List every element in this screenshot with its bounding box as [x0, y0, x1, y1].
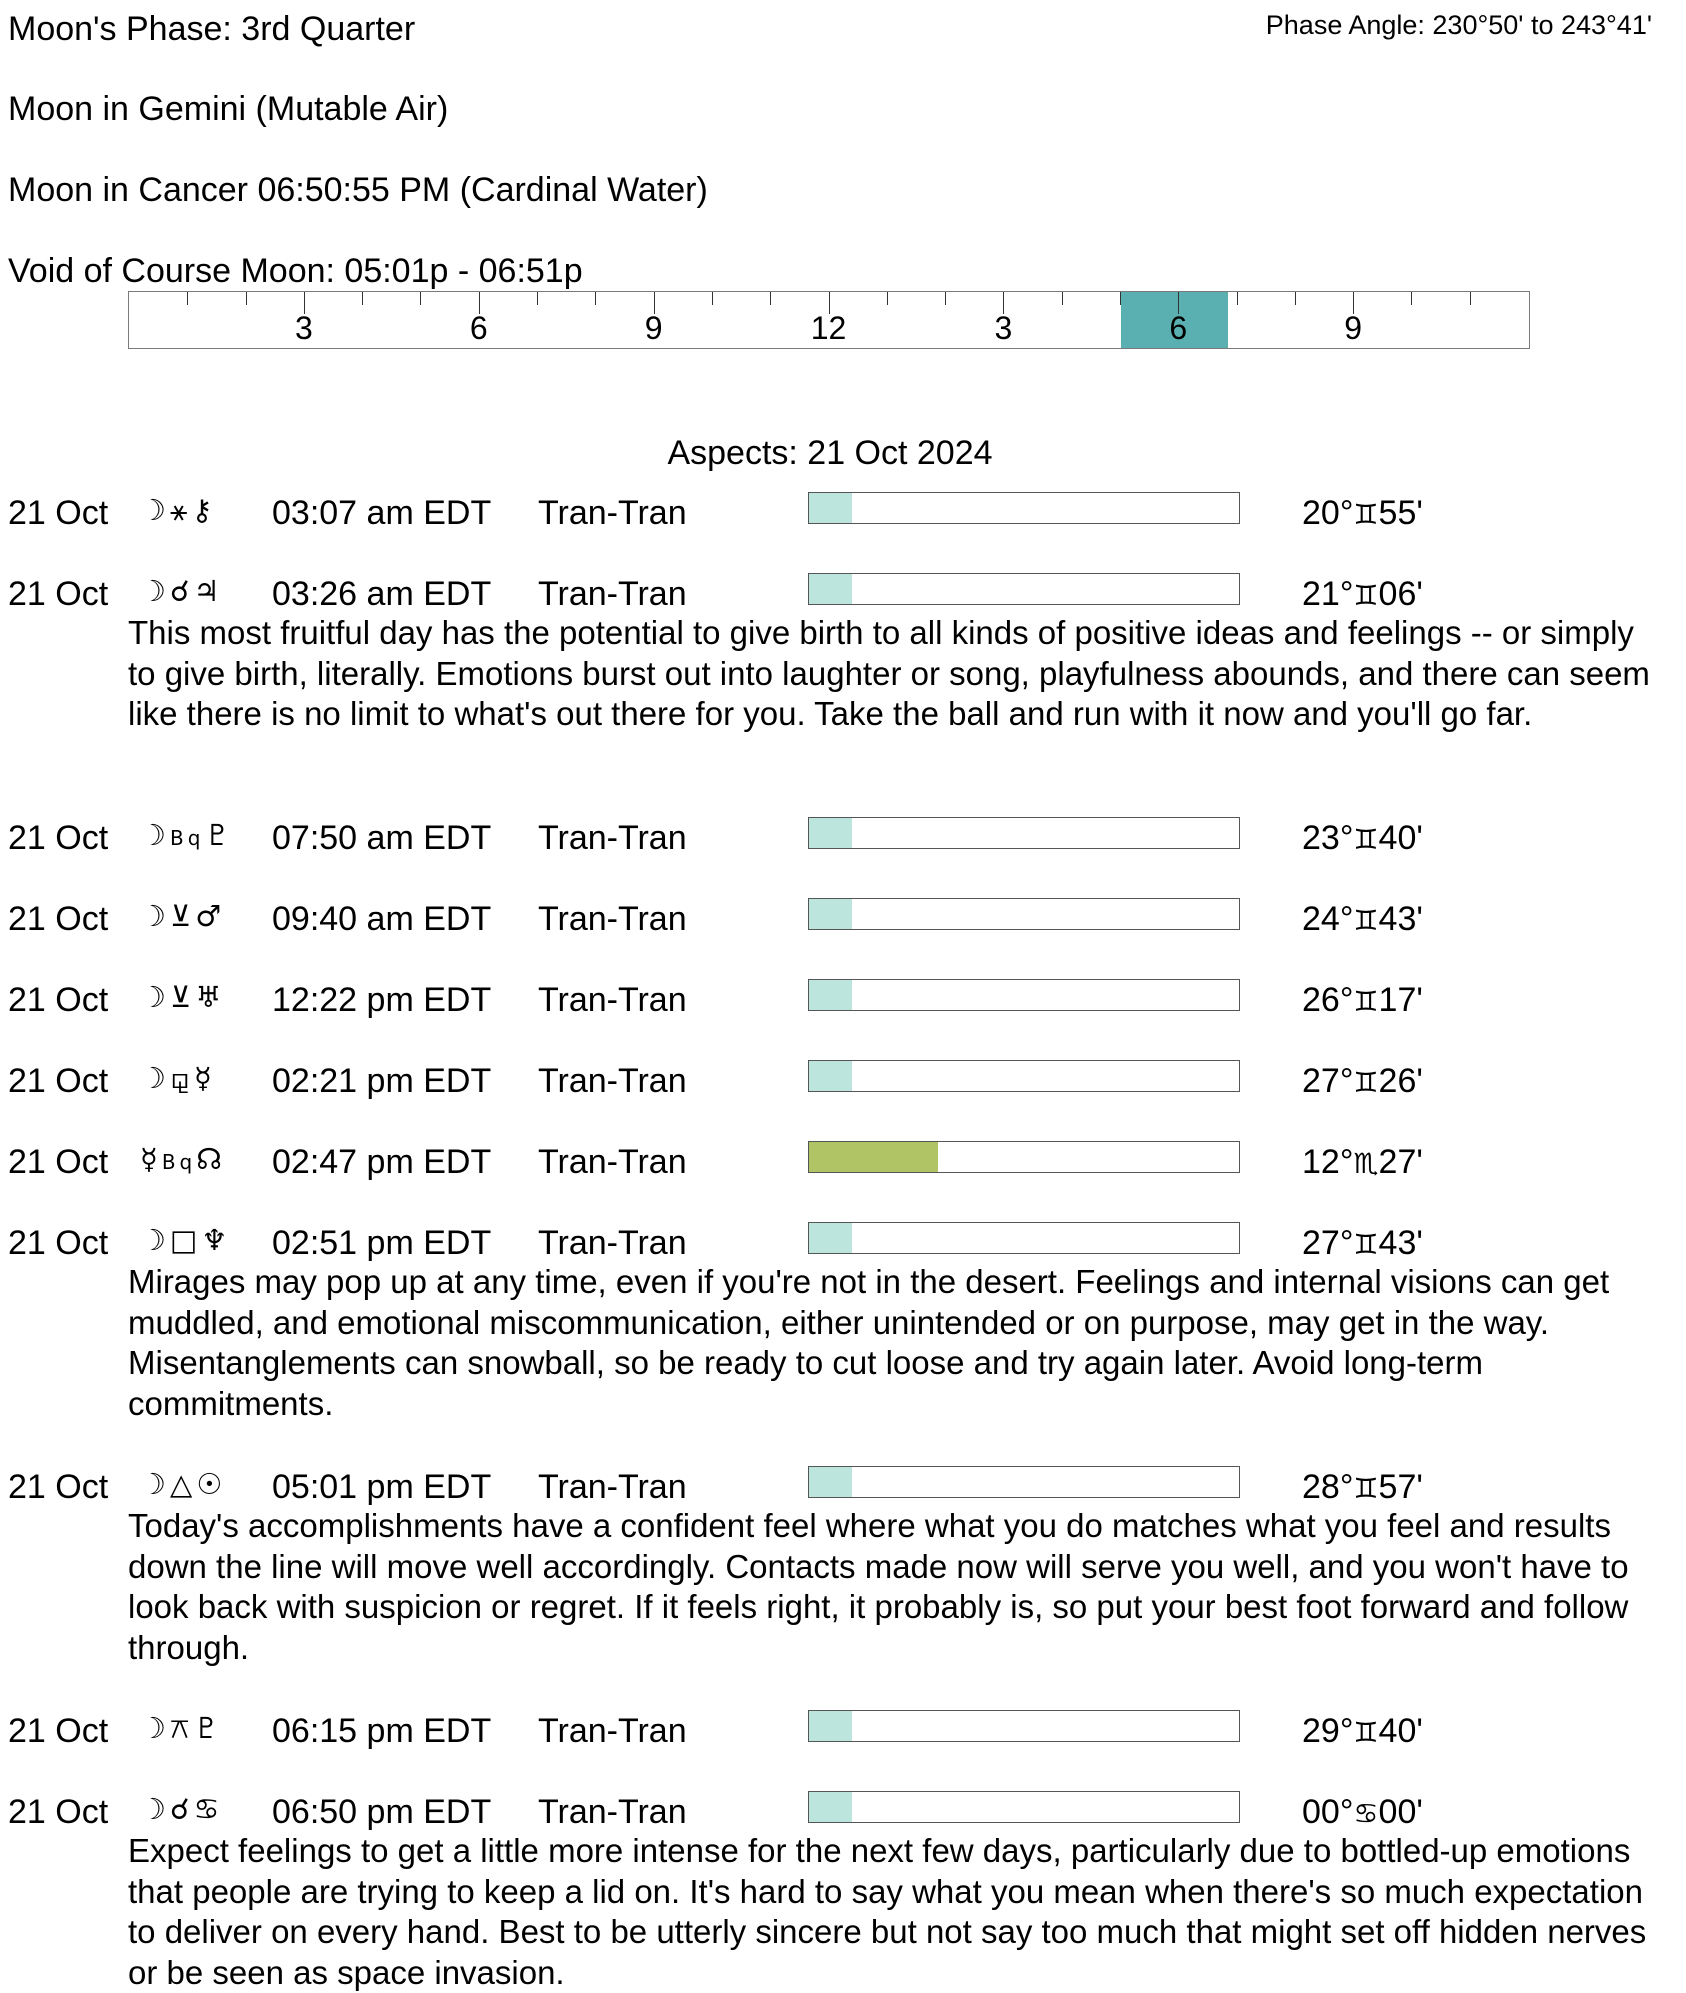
aspect-position: 27°♊26': [1302, 1062, 1423, 1100]
aspect-date: 21 Oct: [8, 1793, 109, 1831]
aspect-row: [0, 574, 1686, 617]
aspect-strength-fill: [809, 1467, 852, 1497]
aspect-time: 05:01 pm EDT: [272, 1468, 492, 1506]
aspect-time: 06:50 pm EDT: [272, 1793, 492, 1831]
aspect-description: Expect feelings to get a little more intense for the next few days, particularly due to bottled-up emotions that people are trying to keep a lid on. It's hard to say what you mean when there's so much expectation to deliver on every hand. Best to be utterly sincere but not say too much that might set off hidden nerves or be seen as space invasion.: [128, 1832, 1647, 1991]
zodiac-sign-icon: ♊: [1353, 985, 1379, 1018]
aspect-row: [0, 899, 1686, 942]
timeline-tick: [770, 292, 771, 305]
aspect-description: Today's accomplishments have a confident feel where what you do matches what you feel and results down the line will move well accordingly. Contacts made now will serve you well, and you won't have to look back with suspicion or regret. If it feels right, it probably is, so put your best foot forward and follow through.: [128, 1507, 1629, 1666]
aspect-type: Tran-Tran: [538, 1143, 687, 1181]
zodiac-sign-icon: ♊: [1353, 498, 1379, 531]
timeline-tick: [712, 292, 713, 305]
zodiac-sign-icon: ♊: [1353, 904, 1379, 937]
planet-2-icon: ♇: [193, 1711, 224, 1745]
aspect-strength-fill: [809, 493, 852, 523]
planet-1-icon: ☽: [140, 1467, 170, 1501]
aspect-strength-fill: [809, 1792, 852, 1822]
aspect-strength-fill: [809, 818, 852, 848]
timeline-hour-label: 3: [294, 310, 313, 346]
aspect-type: Tran-Tran: [538, 1062, 687, 1100]
aspect-time: 03:26 am EDT: [272, 575, 492, 613]
aspect-strength-bar: [808, 573, 1240, 605]
aspect-glyphs: [140, 899, 226, 933]
aspect-icon: ⊻: [170, 980, 196, 1014]
planet-2-icon: ☿: [194, 1061, 216, 1095]
planet-2-icon: ♆: [201, 1223, 232, 1257]
zodiac-sign-icon: ♏: [1353, 1147, 1379, 1180]
aspect-time: 12:22 pm EDT: [272, 981, 492, 1019]
timeline-hour-label: 12: [810, 310, 847, 346]
aspect-strength-bar: [808, 1466, 1240, 1498]
timeline-tick: [187, 292, 188, 305]
planet-2-icon: ♇: [204, 818, 235, 852]
aspect-position: 00°♋00': [1302, 1793, 1423, 1831]
aspect-strength-bar: [808, 1141, 1240, 1173]
aspect-icon: Bq: [161, 1150, 197, 1174]
aspect-icon: □: [170, 1223, 202, 1257]
zodiac-sign-icon: ♊: [1353, 579, 1379, 612]
aspect-icon: ⊻: [170, 899, 196, 933]
aspect-position: 28°♊57': [1302, 1468, 1423, 1506]
aspect-glyphs: [140, 493, 217, 527]
moon-sign-cancer: Moon in Cancer 06:50:55 PM (Cardinal Water): [8, 171, 708, 209]
aspect-date: 21 Oct: [8, 1062, 109, 1100]
aspect-row: [0, 1061, 1686, 1104]
zodiac-sign-icon: ♊: [1353, 1472, 1379, 1505]
zodiac-sign-icon: ♊: [1353, 1228, 1379, 1261]
planet-1-icon: ☽: [140, 818, 170, 852]
aspect-glyphs: [140, 1467, 227, 1501]
void-of-course-timeline: [128, 291, 1530, 349]
aspect-description: Mirages may pop up at any time, even if you're not in the desert. Feelings and internal visions can get muddled, and emotional miscommunication, either unintended or on purpose, may get in the way. Misentanglements can snowball, so be ready to cut loose and try again later. Avoid long-term commitments.: [128, 1263, 1610, 1422]
aspect-position: 20°♊55': [1302, 494, 1423, 532]
aspect-strength-bar: [808, 1791, 1240, 1823]
aspect-date: 21 Oct: [8, 1224, 109, 1262]
aspect-date: 21 Oct: [8, 1712, 109, 1750]
aspect-description: This most fruitful day has the potential to give birth to all kinds of positive ideas and feelings -- or simply to give birth, literally. Emotions burst out into laughter or song, playfulness abounds, and there can seem like there is no limit to what's out there for you. Take the ball and run with it now and you'll go far.: [128, 614, 1650, 732]
aspect-date: 21 Oct: [8, 981, 109, 1019]
timeline-tick: [537, 292, 538, 305]
aspect-date: 21 Oct: [8, 575, 109, 613]
planet-2-icon: ♂: [195, 899, 226, 933]
aspect-type: Tran-Tran: [538, 494, 687, 532]
aspect-position: 21°♊06': [1302, 575, 1423, 613]
aspect-type: Tran-Tran: [538, 1793, 687, 1831]
aspect-icon: △: [170, 1467, 197, 1501]
aspect-position: 29°♊40': [1302, 1712, 1423, 1750]
moon-sign-gemini: Moon in Gemini (Mutable Air): [8, 90, 449, 128]
aspect-time: 02:47 pm EDT: [272, 1143, 492, 1181]
aspect-date: 21 Oct: [8, 1468, 109, 1506]
timeline-tick: [1470, 292, 1471, 305]
aspect-glyphs: [140, 1142, 226, 1176]
timeline-hour-label: 6: [469, 310, 488, 346]
aspect-strength-fill: [809, 1061, 852, 1091]
phase-angle: Phase Angle: 230°50' to 243°41': [1265, 10, 1652, 40]
planet-1-icon: ☽: [140, 1792, 170, 1826]
timeline-tick: [595, 292, 596, 305]
aspect-date: 21 Oct: [8, 819, 109, 857]
zodiac-sign-icon: ♊: [1353, 823, 1379, 856]
aspect-time: 06:15 pm EDT: [272, 1712, 492, 1750]
planet-1-icon: ☽: [140, 574, 170, 608]
aspect-time: 07:50 am EDT: [272, 819, 492, 857]
aspect-strength-bar: [808, 898, 1240, 930]
aspect-icon: ⚹: [170, 493, 192, 527]
aspect-glyphs: [140, 1711, 224, 1745]
aspect-position: 27°♊43': [1302, 1224, 1423, 1262]
aspect-type: Tran-Tran: [538, 900, 687, 938]
planet-1-icon: ☽: [140, 493, 170, 527]
aspect-date: 21 Oct: [8, 900, 109, 938]
timeline-tick: [887, 292, 888, 305]
aspect-row: [0, 980, 1686, 1023]
aspect-time: 09:40 am EDT: [272, 900, 492, 938]
aspect-icon: ⚼: [170, 1061, 195, 1095]
timeline-hour-label: 3: [994, 310, 1013, 346]
timeline-hour-label: 6: [1169, 310, 1188, 346]
planet-1-icon: ☽: [140, 1223, 170, 1257]
planet-2-icon: ♋: [193, 1792, 224, 1826]
aspect-date: 21 Oct: [8, 494, 109, 532]
aspect-glyphs: [140, 1792, 224, 1826]
void-of-course: Void of Course Moon: 05:01p - 06:51p: [8, 252, 583, 290]
aspect-strength-bar: [808, 979, 1240, 1011]
timeline-tick: [1295, 292, 1296, 305]
aspect-icon: ☌: [170, 1792, 194, 1826]
timeline-hour-label: 9: [644, 310, 663, 346]
aspect-strength-fill: [809, 1142, 938, 1172]
moon-phase: Moon's Phase: 3rd Quarter: [8, 10, 416, 48]
aspect-strength-bar: [808, 1710, 1240, 1742]
aspect-type: Tran-Tran: [538, 981, 687, 1019]
aspect-type: Tran-Tran: [538, 575, 687, 613]
aspect-glyphs: [140, 574, 224, 608]
timeline-tick: [362, 292, 363, 305]
aspect-icon: ⚻: [170, 1711, 194, 1745]
aspect-row: [0, 1467, 1686, 1510]
timeline-tick: [246, 292, 247, 305]
aspect-time: 02:51 pm EDT: [272, 1224, 492, 1262]
planet-2-icon: ⚷: [191, 493, 217, 527]
aspect-strength-bar: [808, 1222, 1240, 1254]
aspect-time: 02:21 pm EDT: [272, 1062, 492, 1100]
planet-1-icon: ☽: [140, 980, 170, 1014]
planet-2-icon: ♅: [195, 980, 226, 1014]
aspects-title: Aspects: 21 Oct 2024: [667, 434, 993, 472]
aspect-strength-fill: [809, 980, 852, 1010]
aspect-glyphs: [140, 1061, 216, 1095]
aspect-glyphs: [140, 980, 226, 1014]
planet-1-icon: ☽: [140, 1711, 170, 1745]
timeline-tick: [1120, 292, 1121, 305]
aspect-strength-bar: [808, 492, 1240, 524]
planet-2-icon: ☊: [196, 1142, 226, 1176]
planet-2-icon: ☉: [196, 1467, 227, 1501]
timeline-tick: [1411, 292, 1412, 305]
aspect-time: 03:07 am EDT: [272, 494, 492, 532]
aspect-row: [0, 493, 1686, 536]
timeline-tick: [420, 292, 421, 305]
zodiac-sign-icon: ♊: [1353, 1716, 1379, 1749]
aspect-glyphs: [140, 818, 235, 852]
planet-2-icon: ♃: [193, 574, 224, 608]
timeline-tick: [1062, 292, 1063, 305]
aspect-position: 26°♊17': [1302, 981, 1423, 1019]
aspect-row: [0, 818, 1686, 861]
aspect-strength-bar: [808, 817, 1240, 849]
timeline-tick: [1237, 292, 1238, 305]
aspect-row: [0, 1792, 1686, 1835]
aspect-type: Tran-Tran: [538, 1712, 687, 1750]
aspect-date: 21 Oct: [8, 1143, 109, 1181]
aspect-strength-fill: [809, 1223, 852, 1253]
aspect-row: [0, 1223, 1686, 1266]
aspect-icon: ☌: [170, 574, 194, 608]
aspect-row: [0, 1142, 1686, 1185]
aspect-position: 24°♊43': [1302, 900, 1423, 938]
planet-1-icon: ☿: [140, 1142, 162, 1176]
planet-1-icon: ☽: [140, 899, 170, 933]
zodiac-sign-icon: ♊: [1353, 1066, 1379, 1099]
aspect-strength-fill: [809, 899, 852, 929]
aspect-type: Tran-Tran: [538, 819, 687, 857]
aspect-glyphs: [140, 1223, 232, 1257]
timeline-hour-label: 9: [1344, 310, 1363, 346]
aspect-position: 12°♏27': [1302, 1143, 1423, 1181]
aspect-position: 23°♊40': [1302, 819, 1423, 857]
aspect-strength-fill: [809, 574, 852, 604]
aspect-strength-fill: [809, 1711, 852, 1741]
aspect-type: Tran-Tran: [538, 1224, 687, 1262]
aspect-type: Tran-Tran: [538, 1468, 687, 1506]
planet-1-icon: ☽: [140, 1061, 170, 1095]
aspect-strength-bar: [808, 1060, 1240, 1092]
timeline-tick: [945, 292, 946, 305]
aspect-row: [0, 1711, 1686, 1754]
zodiac-sign-icon: ♋: [1353, 1797, 1379, 1830]
aspect-icon: Bq: [170, 826, 205, 850]
